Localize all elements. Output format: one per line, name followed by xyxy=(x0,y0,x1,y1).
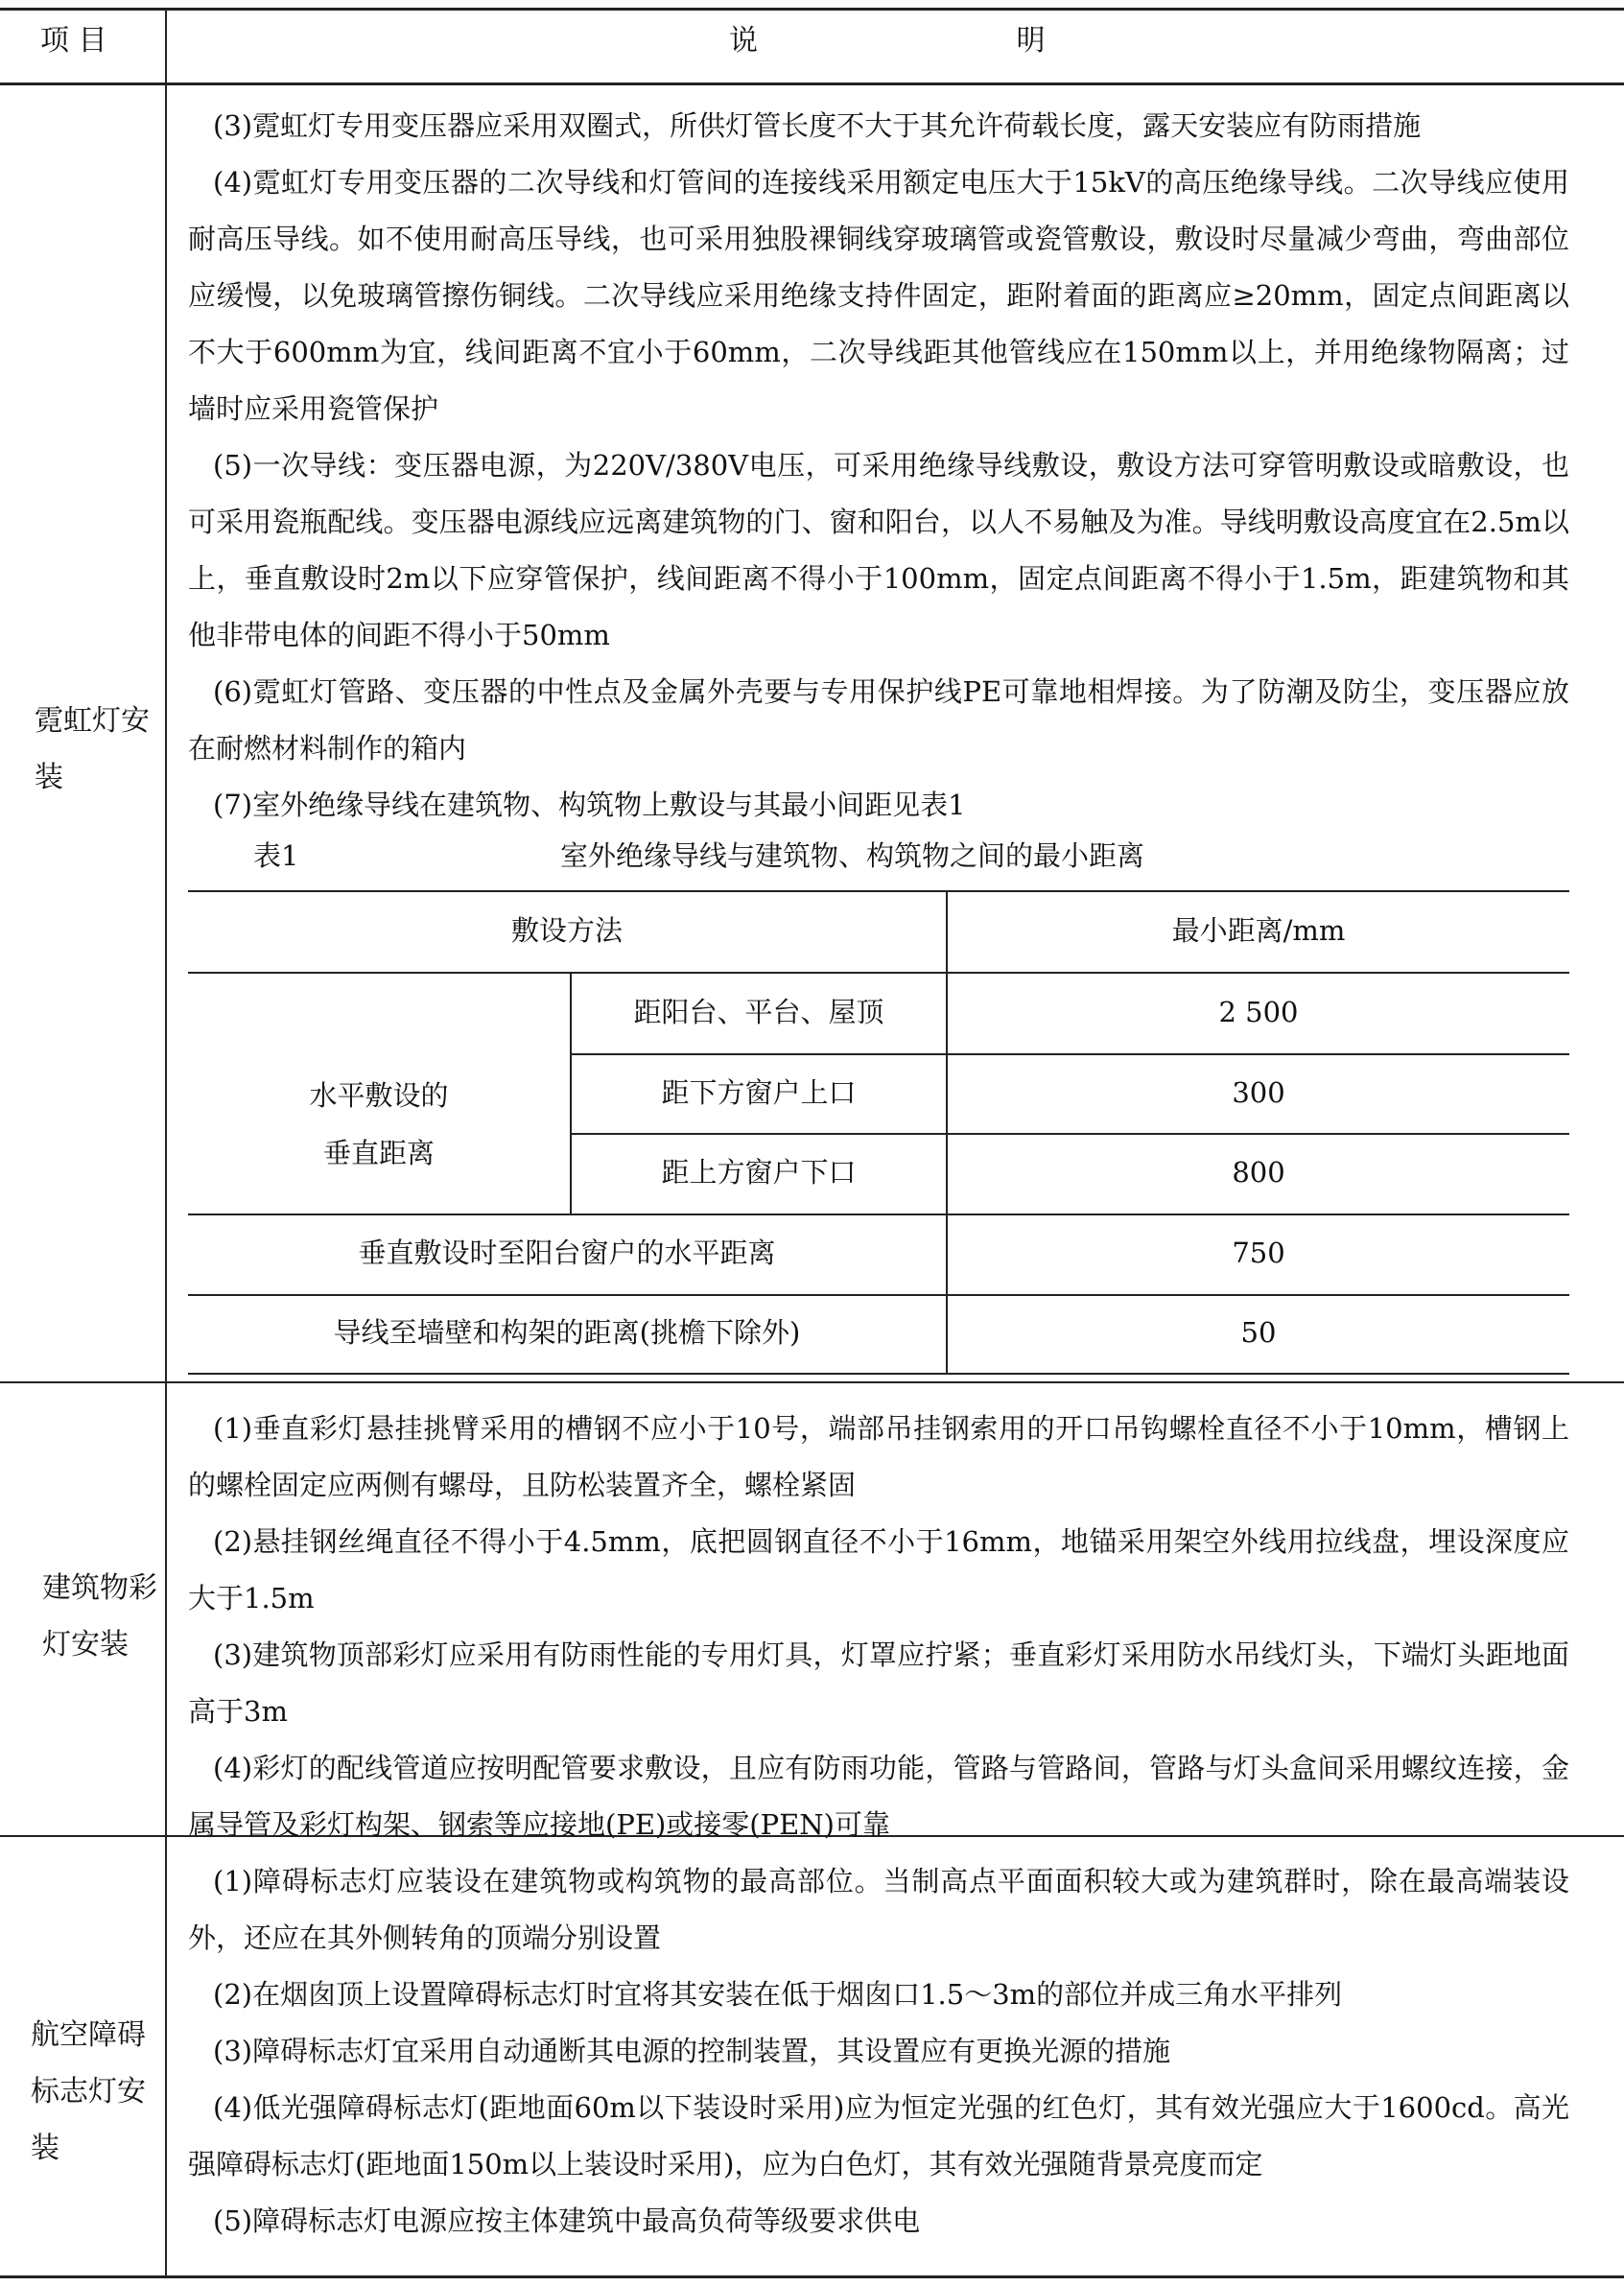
table-header-min-distance: 最小距离/mm xyxy=(1171,914,1346,947)
header-bottom-border xyxy=(0,82,1624,85)
table-caption-number: 表1 xyxy=(253,839,299,872)
section-label-building-lights: 建筑物彩灯安装 xyxy=(42,1571,157,1661)
inner-table-row-line xyxy=(570,1053,1569,1055)
paragraph: (1)垂直彩灯悬挂挑臂采用的槽钢不应小于10号，端部吊挂钢索用的开口吊钩螺栓直径不小于10mm，槽钢上的螺栓固定应两侧有螺母，且防松装置齐全，螺栓紧固 xyxy=(188,1412,1569,1501)
table-group-label: 水平敷设的垂直距离 xyxy=(309,1079,449,1169)
header-description-label: 说 明 xyxy=(729,24,1046,58)
table-cell-item: 距下方窗户上口 xyxy=(661,1076,857,1109)
table-cell-item: 距上方窗户下口 xyxy=(661,1156,857,1189)
table-cell-value: 50 xyxy=(1240,1316,1277,1349)
inner-table-row-line xyxy=(188,1294,1569,1296)
inner-table-col-line xyxy=(946,890,948,1375)
header-item-label: 项 目 xyxy=(40,24,107,58)
section-label-aviation-obstacle: 航空障碍标志灯安装 xyxy=(31,2018,146,2165)
paragraph: (5)障碍标志灯电源应按主体建筑中最高负荷等级要求供电 xyxy=(213,2204,921,2237)
table-top-border xyxy=(0,8,1624,11)
paragraph: (4)霓虹灯专用变压器的二次导线和灯管间的连接线采用额定电压大于15kV的高压绝缘导线。二次导线应使用耐高压导线。如不使用耐高压导线，也可采用独股裸铜线穿玻璃管或瓷管敷设，敷设时尽量减少弯曲，弯曲部位应缓慢，以免玻璃管擦伤铜线。二次导线应采用绝缘支持件固定，距附着面的距离应≥20mm，固定点间距离以不大于600mm为宜，线间距离不宜小于60mm，二次导线距其他管线应在150mm以上，并用绝缘物隔离；过墙时应采用瓷管保护 xyxy=(188,166,1569,425)
column-divider xyxy=(165,8,167,2277)
inner-table-bottom xyxy=(188,1373,1569,1375)
paragraph: (3)霓虹灯专用变压器应采用双圈式，所供灯管长度不大于其允许荷载长度，露天安装应有防雨措施 xyxy=(213,109,1422,142)
table-cell-item: 导线至墙壁和构架的距离(挑檐下除外) xyxy=(333,1316,801,1349)
table-cell-value: 750 xyxy=(1232,1237,1285,1269)
table-cell-item: 距阳台、平台、屋顶 xyxy=(633,996,884,1028)
table-cell-item: 垂直敷设时至阳台窗户的水平距离 xyxy=(358,1237,776,1269)
paragraph: (2)在烟囱顶上设置障碍标志灯时宜将其安装在低于烟囱口1.5～3m的部位并成三角水平排列 xyxy=(213,1978,1343,2011)
paragraph: (5)一次导线：变压器电源，为220V/380V电压，可采用绝缘导线敷设，敷设方法可穿管明敷设或暗敷设，也可采用瓷瓶配线。变压器电源线应远离建筑物的门、窗和阳台，以人不易触及为准。导线明敷设高度宜在2.5m以上，垂直敷设时2m以下应穿管保护，线间距离不得小于100mm，固定点间距离不得小于1.5m，距建筑物和其他非带电体的间距不得小于50mm xyxy=(188,449,1569,651)
inner-table-top xyxy=(188,890,1569,892)
table-cell-value: 2 500 xyxy=(1218,996,1299,1028)
paragraph: (3)障碍标志灯宜采用自动通断其电源的控制装置，其设置应有更换光源的措施 xyxy=(213,2035,1171,2067)
paragraph: (4)彩灯的配线管道应按明配管要求敷设，且应有防雨功能，管路与管路间，管路与灯头盒间采用螺纹连接，金属导管及彩灯构架、钢索等应接地(PE)或接零(PEN)可靠 xyxy=(188,1752,1569,1841)
table-bottom-border xyxy=(0,2275,1624,2278)
table-caption-title: 室外绝缘导线与建筑物、构筑物之间的最小距离 xyxy=(560,839,1145,872)
table-cell-value: 800 xyxy=(1232,1156,1285,1189)
section-body-neon xyxy=(188,98,1569,827)
paragraph: (2)悬挂钢丝绳直径不得小于4.5mm，底把圆钢直径不小于16mm，地锚采用架空外线用拉线盘，埋设深度应大于1.5m xyxy=(188,1525,1569,1614)
section-body-aviation-obstacle xyxy=(188,1853,1569,2266)
inner-table-row-line xyxy=(570,1133,1569,1135)
section-label-neon: 霓虹灯安装 xyxy=(35,704,150,794)
inner-table-row-line xyxy=(188,1214,1569,1215)
section-divider-1 xyxy=(0,1381,1624,1383)
inner-table-header-bottom xyxy=(188,972,1569,974)
paragraph: (6)霓虹灯管路、变压器的中性点及金属外壳要与专用保护线PE可靠地相焊接。为了防潮及防尘，变压器应放在耐燃材料制作的箱内 xyxy=(188,675,1569,765)
paragraph: (3)建筑物顶部彩灯应采用有防雨性能的专用灯具，灯罩应拧紧；垂直彩灯采用防水吊线灯头，下端灯头距地面高于3m xyxy=(188,1638,1569,1728)
paragraph: (7)室外绝缘导线在建筑物、构筑物上敷设与其最小间距见表1 xyxy=(213,789,966,821)
table-cell-value: 300 xyxy=(1232,1076,1285,1109)
table-header-method: 敷设方法 xyxy=(510,914,623,947)
paragraph: (1)障碍标志灯应装设在建筑物或构筑物的最高部位。当制高点平面面积较大或为建筑群时，除在最高端装设外，还应在其外侧转角的顶端分别设置 xyxy=(188,1865,1569,1954)
paragraph: (4)低光强障碍标志灯(距地面60m以下装设时采用)应为恒定光强的红色灯，其有效光强应大于1600cd。高光强障碍标志灯(距地面150m以上装设时采用)，应为白色灯，其有效光强随背景亮度而定 xyxy=(188,2091,1569,2180)
section-body-building-lights xyxy=(188,1401,1569,1841)
